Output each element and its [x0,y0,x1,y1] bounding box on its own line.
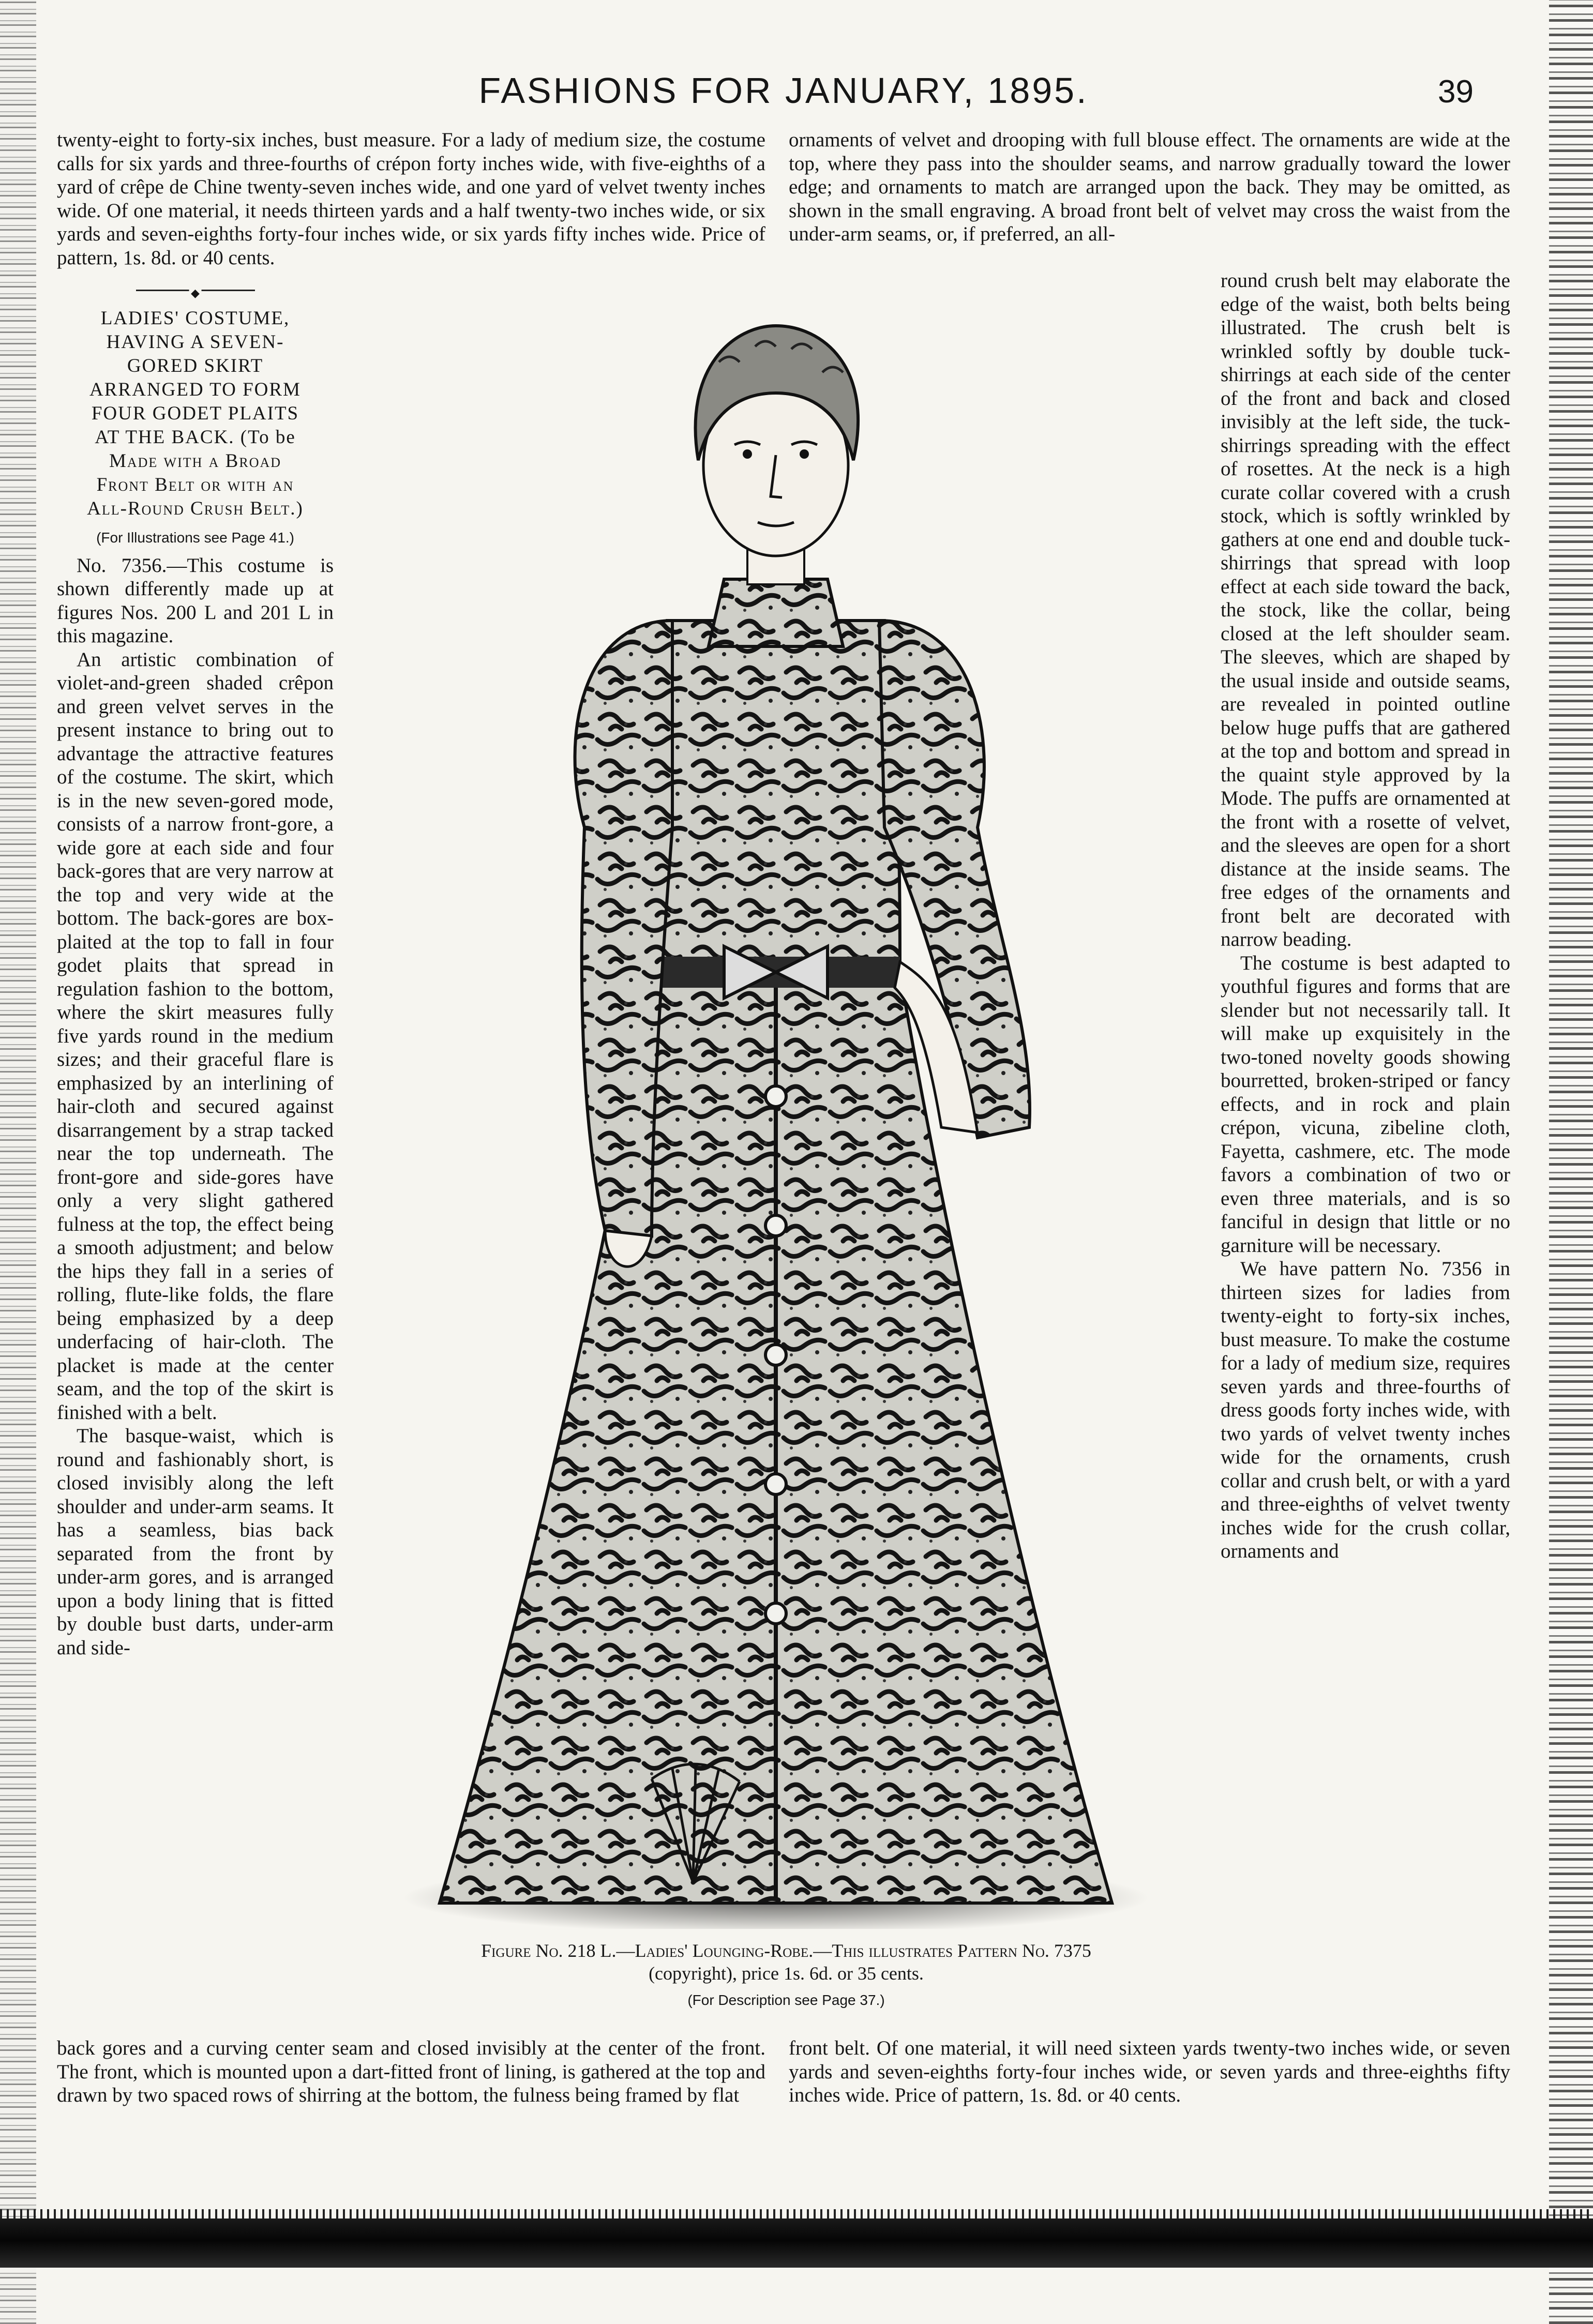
bottom-right-column [789,2036,1510,2107]
scan-bottom-band [0,2219,1593,2268]
bottom-left-column [57,2036,765,2107]
body-paragraph: No. 7356.—This costume is shown differently made up at figures Nos. 200 L and 201 L in this magazine. [57,554,334,647]
figure-caption [362,1939,1210,2012]
caption-line: Figure No. 218 L.—Ladies' Lounging-Robe.—This illustrates Pattern No. 7375 [481,1940,1091,1961]
right-column [1221,269,1510,1563]
dress-figure-icon [362,290,1210,1929]
body-paragraph: round crush belt may elaborate the edge of the waist, both belts being illustrated. The crush belt is wrinkled softly by double tuck-shirrings at each side of the center of the front and back and closed invisibly at the left side, the tuck-shirrings spreading with the effect of rosettes. At the neck is a high curate collar covered with a crush stock, which is softly wrinkled by gathers at one end and double tuck-shirrings that spread with loop effect at each side toward the back, the stock, like the collar, being closed at the left shoulder seam. The sleeves, which are shaped by the usual inside and outside seams, are revealed in pointed outline below huge puffs that are gathered at the top and bottom and spread in the quaint style approved by la Mode. The puffs are ornamented at the front with a rosette of velvet, and the sleeves are open for a short distance at the inside seams. The free edges of the ornaments and front belt are decorated with narrow beading. [1221,269,1510,950]
body-paragraph: The basque-waist, which is round and fashionably short, is closed invisibly along the left shoulder and under-arm seams. It has a seamless, bias back separated from the front by under-arm gores, and is arranged upon a body lining that is fitted by double bust darts, under-arm and side- [57,1425,334,1659]
heading-line: LADIES' COSTUME, [100,308,290,329]
scan-edge-right [1549,0,1593,2324]
bottom-right-paragraph: front belt. Of one material, it will need sixteen yards twenty-two inches wide, or seven yards and seven-eighths forty-four inches wide, or seven yards and three-eighths fifty inches wide. Price of pattern, 1s. 8d. or 40 cents. [789,2037,1510,2106]
heading-line: All-Round Crush Belt.) [87,498,304,519]
scan-edge-left [0,0,36,2324]
body-paragraph: We have pattern No. 7356 in thirteen sizes for ladies from twenty-eight to forty-six inches, bust measure. To make the costume for a lady of medium size, requires seven yards and three-fourths of dress goods forty inches wide, with two yards of velvet twenty inches wide for the ornaments, crush collar and crush belt, or with a yard and three-eighths of velvet twenty inches wide for the crush collar, ornaments and [1221,1258,1510,1562]
top-right-column [789,128,1510,246]
lounging-robe-engraving [362,290,1210,1929]
heading-line: AT THE BACK. (To be [95,427,296,448]
heading-line: ARRANGED TO FORM [89,379,301,400]
top-left-column [57,128,765,269]
page-title: FASHIONS FOR JANUARY, 1895. [478,70,1089,111]
caption-line: (copyright), price 1s. 6d. or 35 cents. [649,1963,924,1984]
caption-reference: (For Description see Page 37.) [687,1992,885,2008]
heading-line: HAVING A SEVEN- [106,331,284,353]
body-paragraph: The costume is best adapted to youthful figures and forms that are slender but not necessarily tall. It will make up exquisitely in the two-toned novelty goods showing bourretted, broken-striped or fancy effects, and in rock and plain crépon, vicuna, zibeline cloth, Fayetta, cashmere, etc. The mode favors a combination of two or even three materials, and is so fanciful in design that little or no garniture will be necessary. [1221,952,1510,1257]
heading-line: GORED SKIRT [127,355,264,376]
article-heading [57,307,334,521]
heading-line: Front Belt or with an [96,474,294,495]
heading-line: FOUR GODET PLAITS [91,403,299,424]
bottom-left-paragraph: back gores and a curving center seam and closed invisibly at the center of the front. The front, which is mounted upon a dart-fitted front of lining, is gathered at the top and drawn by two spaced rows of shirring at the bottom, the fulness being framed by flat [57,2037,765,2106]
body-paragraph: An artistic combination of violet-and-green shaded crêpon and green velvet serves in the present instance to bring out to advantage the attractive features of the costume. The skirt, which is in the new seven-gored mode, consists of a narrow front-gore, a wide gore at each side and four back-gores that are very narrow at the top and very wide at the bottom. The back-gores are box-plaited at the top to fall in four godet plaits that spread in regulation fashion to the bottom, where the skirt measures fully five yards round in the medium sizes; and their graceful flare is emphasized by an interlining of hair-cloth and secured against disarrangement by a strap tacked near the top underneath. The front-gore and side-gores have only a very slight gathered fulness at the top, the effect being a smooth adjustment; and below the hips they fall in a series of rolling, flute-like folds, the flare being emphasized by a deep underfacing of hair-cloth. The placket is made at the center seam, and the top of the skirt is finished with a belt. [57,648,334,1424]
page-number: 39 [1438,74,1474,110]
top-right-paragraph: ornaments of velvet and drooping with full blouse effect. The ornaments are wide at the top, where they pass into the shoulder seams, and narrow gradually toward the lower edge; and ornaments to match are arranged upon the back. They may be omitted, as shown in the small engraving. A broad front belt of velvet may cross the waist from the under-arm seams, or, if preferred, an all- [789,129,1510,245]
heading-line: Made with a Broad [109,450,282,472]
top-left-paragraph: twenty-eight to forty-six inches, bust measure. For a lady of medium size, the costume calls for six yards and three-fourths of crépon forty inches wide, with five-eighths of a yard of crêpe de Chine twenty-seven inches wide, and one yard of velvet twenty inches wide. Of one material, it needs thirteen yards and a half twenty-two inches wide, or six yards and seven-eighths forty-four inches wide, or six yards fifty inches wide. Price of pattern, 1s. 8d. or 40 cents. [57,129,765,269]
left-column [57,269,334,1659]
illustration-reference: (For Illustrations see Page 41.) [96,530,294,546]
divider-rule [136,290,255,291]
